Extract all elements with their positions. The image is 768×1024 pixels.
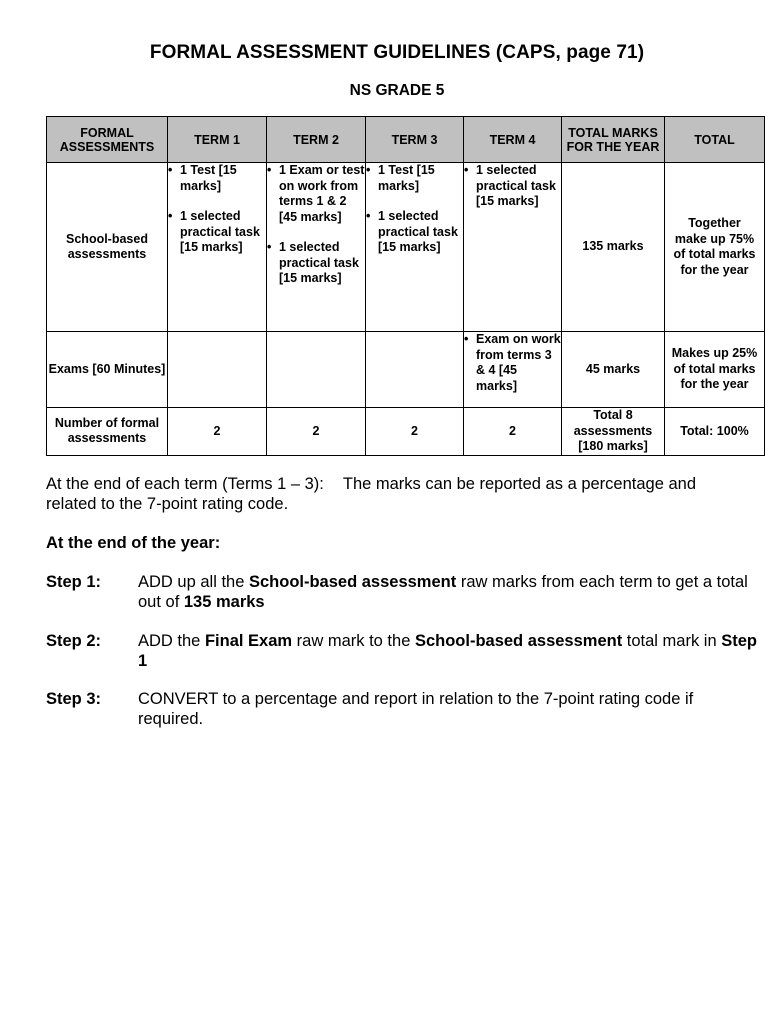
count-term-4-cell: 2 <box>464 408 562 456</box>
step-text: ADD up all the <box>138 573 249 591</box>
list-item: • 1 Test [15 marks] <box>168 163 266 194</box>
list-item: • 1 selected practical task [15 marks] <box>366 209 463 256</box>
step-3-text <box>138 689 758 729</box>
year-end-heading: At the end of the year: <box>46 534 221 552</box>
header-formal-assessments: FORMAL ASSESSMENTS <box>47 117 168 163</box>
term-end-lead: At the end of each term (Terms 1 – 3): <box>46 475 324 493</box>
step-emphasis: School-based assessment <box>248 573 457 591</box>
exams-term-2-cell <box>267 332 366 408</box>
table-row-exams <box>47 332 765 408</box>
count-term-1-cell: 2 <box>168 408 267 456</box>
header-total: TOTAL <box>665 117 765 163</box>
count-term-2-cell: 2 <box>267 408 366 456</box>
step-2 <box>46 631 758 671</box>
step-emphasis: Final Exam <box>204 632 293 650</box>
page-subtitle: NS GRADE 5 <box>349 82 445 99</box>
school-term-4-cell <box>464 163 562 332</box>
table-header-row <box>47 117 765 163</box>
step-1-text <box>138 572 758 612</box>
header-term-1: TERM 1 <box>168 117 267 163</box>
step-text: raw marks from each term to get a total out of <box>138 573 748 611</box>
step-text: raw mark to the <box>292 632 415 650</box>
step-1 <box>46 572 758 612</box>
header-total-marks-for-year: TOTAL MARKS FOR THE YEAR <box>562 117 665 163</box>
header-term-4: TERM 4 <box>464 117 562 163</box>
table-row-number-of-assessments <box>47 408 765 456</box>
term-end-text: The marks can be reported as a percentage and related to the 7-point rating code. <box>46 475 697 513</box>
term-end-paragraph <box>46 474 746 514</box>
step-emphasis: 135 marks <box>183 593 265 611</box>
step-2-text <box>138 631 758 671</box>
exams-term-4-cell <box>464 332 562 408</box>
list-item: • 1 selected practical task [15 marks] <box>168 209 266 256</box>
school-total-marks-cell: 135 marks <box>562 163 665 332</box>
list-item: • 1 selected practical task [15 marks] <box>464 163 561 210</box>
list-item: • 1 Exam or test on work from terms 1 & 2 [45 marks] <box>267 163 365 225</box>
step-text: total mark in <box>622 632 722 650</box>
row-label-number-of-assessments: Number of formal assessments <box>47 408 168 456</box>
page-title: FORMAL ASSESSMENT GUIDELINES (CAPS, page 71) <box>149 42 645 63</box>
count-total-marks-cell: Total 8 assessments [180 marks] <box>562 408 665 456</box>
assessment-table <box>46 116 765 456</box>
header-term-2: TERM 2 <box>267 117 366 163</box>
step-3 <box>46 689 758 729</box>
exams-term-3-cell <box>366 332 464 408</box>
list-item: • 1 Test [15 marks] <box>366 163 463 194</box>
count-total-cell: Total: 100% <box>665 408 765 456</box>
school-term-1-cell <box>168 163 267 332</box>
row-label-exams: Exams [60 Minutes] <box>47 332 168 408</box>
exams-term-1-cell <box>168 332 267 408</box>
list-item: • Exam on work from terms 3 & 4 [45 marks] <box>464 332 561 394</box>
list-item: • 1 selected practical task [15 marks] <box>267 240 365 287</box>
row-label-school-based: School-based assessments <box>47 163 168 332</box>
step-text: CONVERT to a percentage and report in relation to the 7-point rating code if required. <box>138 690 694 728</box>
school-term-3-cell <box>366 163 464 332</box>
step-2-label: Step 2: <box>46 632 102 650</box>
school-term-2-cell <box>267 163 366 332</box>
exams-total-marks-cell: 45 marks <box>562 332 665 408</box>
table-row-school-based <box>47 163 765 332</box>
step-3-label: Step 3: <box>46 690 102 708</box>
step-1-label: Step 1: <box>46 573 102 591</box>
exams-total-cell: Makes up 25% of total marks for the year <box>665 332 765 408</box>
step-text: ADD the <box>138 632 205 650</box>
school-total-cell: Together make up 75% of total marks for the year <box>665 163 765 332</box>
step-emphasis: School-based assessment <box>414 632 623 650</box>
step-emphasis: Step 1 <box>138 632 758 670</box>
count-term-3-cell: 2 <box>366 408 464 456</box>
header-term-3: TERM 3 <box>366 117 464 163</box>
